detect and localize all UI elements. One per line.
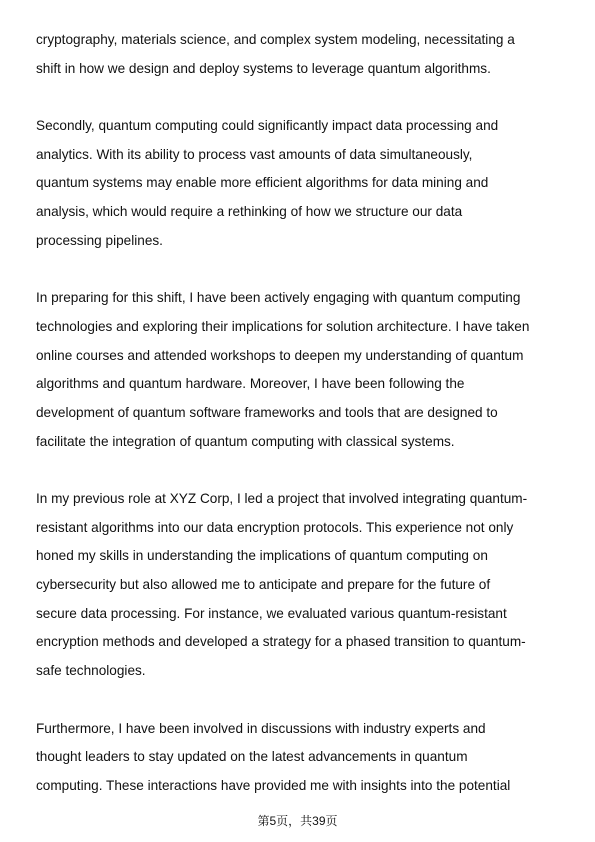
paragraph-2 [36, 112, 564, 255]
paragraph-spacer [36, 686, 564, 715]
text-line: development of quantum software frameworks and tools that are designed to [36, 404, 498, 420]
page-number-footer: 第5页，共39页 [257, 814, 338, 828]
paragraph-5 [36, 715, 564, 801]
text-line: honed my skills in understanding the implications of quantum computing on [36, 548, 488, 564]
text-line: thought leaders to stay updated on the latest advancements in quantum [36, 749, 468, 765]
paragraph-1 [36, 26, 564, 83]
text-line: Furthermore, I have been involved in discussions with industry experts and [36, 720, 486, 736]
text-line: Secondly, quantum computing could significantly impact data processing and [36, 118, 499, 134]
text-line: cryptography, materials science, and complex system modeling, necessitating a [36, 32, 515, 47]
text-line: processing pipelines. [36, 232, 163, 248]
text-line: facilitate the integration of quantum computing with classical systems. [36, 433, 455, 449]
text-line: analytics. With its ability to process vast amounts of data simultaneously, [36, 146, 473, 162]
text-line: quantum systems may enable more efficient algorithms for data mining and [36, 175, 489, 191]
text-line: resistant algorithms into our data encryption protocols. This experience not only [36, 519, 514, 535]
text-line: safe technologies. [36, 663, 146, 679]
text-line: shift in how we design and deploy systems to leverage quantum algorithms. [36, 60, 491, 76]
text-line: cybersecurity but also allowed me to anticipate and prepare for the future of [36, 577, 491, 593]
text-line: online courses and attended workshops to deepen my understanding of quantum [36, 347, 524, 363]
paragraph-spacer [36, 256, 564, 285]
text-line: technologies and exploring their implications for solution architecture. I have taken [36, 318, 530, 334]
text-line: encryption methods and developed a strategy for a phased transition to quantum- [36, 634, 526, 650]
paragraph-spacer [36, 456, 564, 485]
paragraph-3 [36, 284, 564, 456]
text-line: secure data processing. For instance, we evaluated various quantum-resistant [36, 605, 507, 621]
text-line: In preparing for this shift, I have been actively engaging with quantum computing [36, 290, 521, 306]
paragraph-spacer [36, 83, 564, 112]
document-body [36, 26, 564, 801]
text-line: In my previous role at XYZ Corp, I led a project that involved integrating quantum- [36, 491, 528, 506]
paragraph-4 [36, 485, 564, 686]
text-line: analysis, which would require a rethinking of how we structure our data [36, 204, 463, 220]
text-line: computing. These interactions have provided me with insights into the potential [36, 777, 511, 793]
text-line: algorithms and quantum hardware. Moreover, I have been following the [36, 376, 465, 392]
